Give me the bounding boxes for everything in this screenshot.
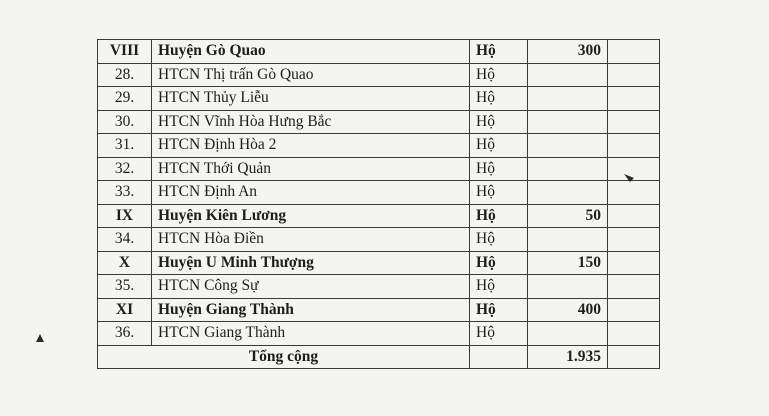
- row-quantity: [528, 322, 608, 346]
- row-note: [608, 40, 660, 64]
- row-name: HTCN Công Sự: [152, 275, 470, 299]
- row-number: 30.: [98, 110, 152, 134]
- row-unit: Hộ: [470, 157, 528, 181]
- table-row: [98, 157, 660, 181]
- ink-speck: [36, 334, 44, 342]
- row-quantity: [528, 87, 608, 111]
- row-number: X: [98, 251, 152, 275]
- row-unit: Hộ: [470, 87, 528, 111]
- row-name: HTCN Hòa Điền: [152, 228, 470, 252]
- row-note: [608, 322, 660, 346]
- row-name: HTCN Thủy Liễu: [152, 87, 470, 111]
- table-body: [98, 40, 660, 369]
- row-name: HTCN Giang Thành: [152, 322, 470, 346]
- total-label: Tổng cộng: [98, 345, 470, 369]
- row-name: HTCN Vĩnh Hòa Hưng Bắc: [152, 110, 470, 134]
- table-row: [98, 322, 660, 346]
- row-quantity: [528, 181, 608, 205]
- row-note: [608, 110, 660, 134]
- row-note: [608, 298, 660, 322]
- row-note: [608, 251, 660, 275]
- ink-speck: [624, 174, 634, 182]
- row-number: IX: [98, 204, 152, 228]
- row-note: [608, 87, 660, 111]
- row-note: [608, 134, 660, 158]
- row-name: HTCN Thới Quản: [152, 157, 470, 181]
- district-row: [98, 298, 660, 322]
- row-quantity: 50: [528, 204, 608, 228]
- row-unit: Hộ: [470, 298, 528, 322]
- row-quantity: [528, 275, 608, 299]
- row-name: Huyện U Minh Thượng: [152, 251, 470, 275]
- total-unit: [470, 345, 528, 369]
- row-number: 28.: [98, 63, 152, 87]
- row-quantity: [528, 228, 608, 252]
- table-row: [98, 134, 660, 158]
- row-unit: Hộ: [470, 134, 528, 158]
- row-quantity: 400: [528, 298, 608, 322]
- row-name: Huyện Giang Thành: [152, 298, 470, 322]
- table-row: [98, 228, 660, 252]
- row-number: 33.: [98, 181, 152, 205]
- row-note: [608, 204, 660, 228]
- row-note: [608, 181, 660, 205]
- table-row: [98, 63, 660, 87]
- row-number: 35.: [98, 275, 152, 299]
- row-unit: Hộ: [470, 40, 528, 64]
- row-unit: Hộ: [470, 110, 528, 134]
- row-number: 32.: [98, 157, 152, 181]
- allocation-table: [97, 39, 660, 369]
- table-row: [98, 275, 660, 299]
- table-row: [98, 87, 660, 111]
- row-name: HTCN Định Hòa 2: [152, 134, 470, 158]
- row-quantity: 300: [528, 40, 608, 64]
- row-unit: Hộ: [470, 63, 528, 87]
- row-number: 29.: [98, 87, 152, 111]
- row-quantity: [528, 157, 608, 181]
- row-unit: Hộ: [470, 181, 528, 205]
- row-unit: Hộ: [470, 251, 528, 275]
- total-row: [98, 345, 660, 369]
- row-note: [608, 228, 660, 252]
- row-name: HTCN Thị trấn Gò Quao: [152, 63, 470, 87]
- total-note: [608, 345, 660, 369]
- row-quantity: [528, 134, 608, 158]
- row-quantity: [528, 63, 608, 87]
- row-unit: Hộ: [470, 322, 528, 346]
- row-number: 34.: [98, 228, 152, 252]
- district-row: [98, 251, 660, 275]
- row-note: [608, 275, 660, 299]
- row-unit: Hộ: [470, 204, 528, 228]
- row-quantity: 150: [528, 251, 608, 275]
- district-row: [98, 204, 660, 228]
- row-name: HTCN Định An: [152, 181, 470, 205]
- table-row: [98, 110, 660, 134]
- district-row: [98, 40, 660, 64]
- row-name: Huyện Gò Quao: [152, 40, 470, 64]
- row-quantity: [528, 110, 608, 134]
- row-number: VIII: [98, 40, 152, 64]
- row-number: XI: [98, 298, 152, 322]
- row-number: 36.: [98, 322, 152, 346]
- row-number: 31.: [98, 134, 152, 158]
- table-row: [98, 181, 660, 205]
- row-unit: Hộ: [470, 228, 528, 252]
- row-name: Huyện Kiên Lương: [152, 204, 470, 228]
- row-note: [608, 63, 660, 87]
- row-unit: Hộ: [470, 275, 528, 299]
- total-quantity: 1.935: [528, 345, 608, 369]
